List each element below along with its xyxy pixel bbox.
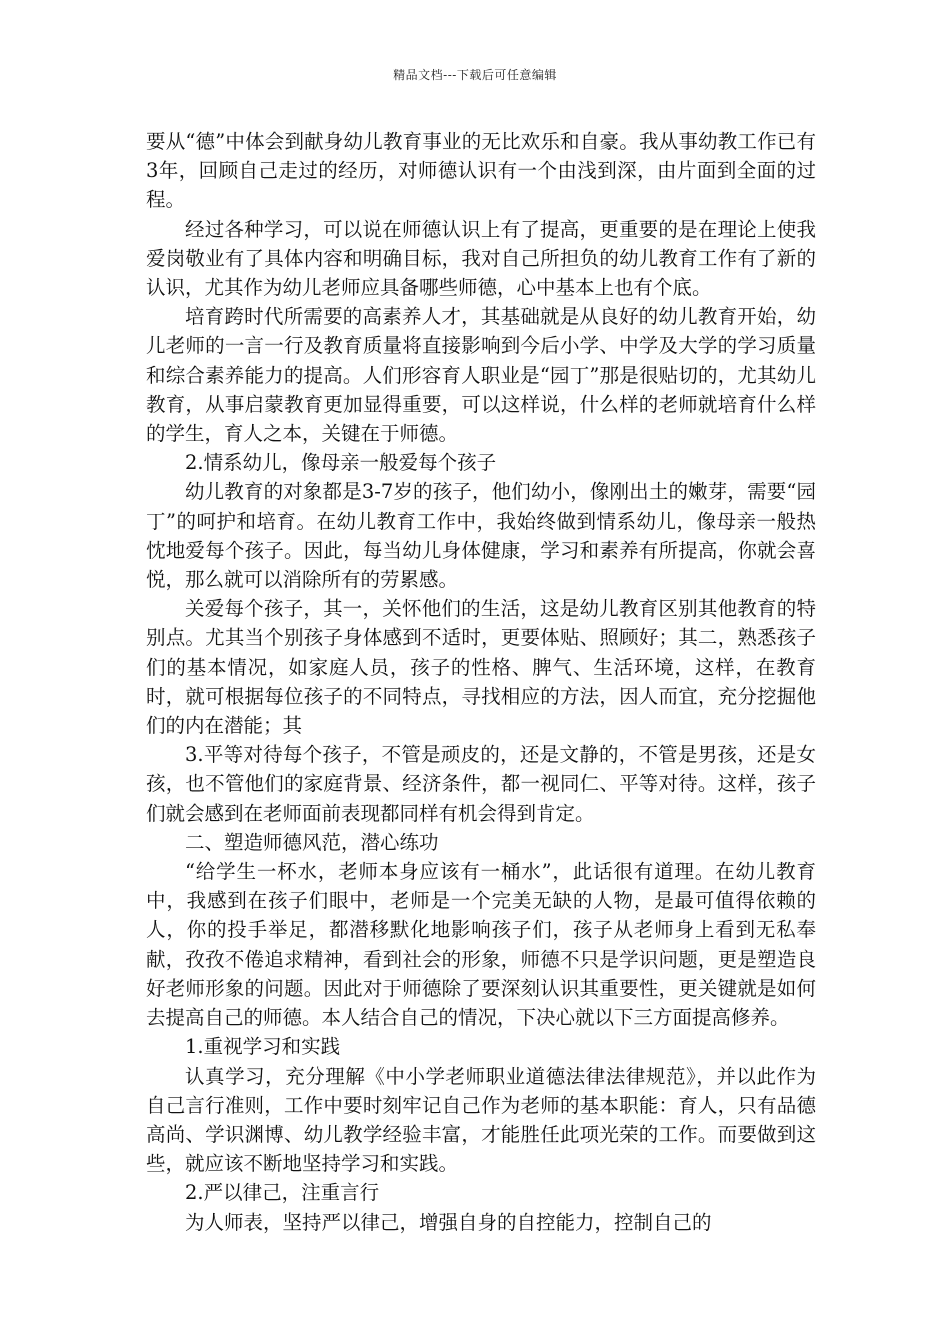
paragraph: 关爱每个孩子，其一，关怀他们的生活，这是幼儿教育区别其他教育的特别点。尤其当个别孩子身体感到不适时，更要体贴、照顾好；其二，熟悉孩子们的基本情况，如家庭人员，孩子的性格、脾气、生活环境，这样，在教育时，就可根据每位孩子的不同特点，寻找相应的方法，因人而宜，充分挖掘他们的内在潜能；其 bbox=[146, 597, 816, 738]
page-header: 精品文档---下载后可任意编辑 bbox=[393, 68, 557, 82]
section-heading: 2.情系幼儿，像母亲一般爱每个孩子 bbox=[185, 451, 497, 475]
section-heading: 1.重视学习和实践 bbox=[185, 1035, 341, 1059]
document-body bbox=[146, 127, 816, 1237]
section-heading: 二、塑造师德风范，潜心练功 bbox=[185, 830, 439, 854]
paragraph: 要从“德”中体会到献身幼儿教育事业的无比欢乐和自豪。我从事幼教工作已有3年，回顾自己走过的经历，对师德认识有一个由浅到深，由片面到全面的过程。 bbox=[146, 130, 816, 212]
section-heading: 2.严以律己，注重言行 bbox=[185, 1181, 380, 1205]
paragraph: 3.平等对待每个孩子，不管是顽皮的，还是文静的，不管是男孩，还是女孩，也不管他们的家庭背景、经济条件，都一视同仁、平等对待。这样，孩子们就会感到在老师面前表现都同样有机会得到肯定。 bbox=[146, 743, 816, 825]
paragraph: 经过各种学习，可以说在师德认识上有了提高，更重要的是在理论上使我爱岗敬业有了具体内容和明确目标，我对自己所担负的幼儿教育工作有了新的认识，尤其作为幼儿老师应具备哪些师德，心中基本上也有个底。 bbox=[146, 217, 816, 300]
paragraph: 认真学习，充分理解《中小学老师职业道德法律法律规范》，并以此作为自己言行准则，工作中要时刻牢记自己作为老师的基本职能：育人，只有品德高尚、学识渊博、幼儿教学经验丰富，才能胜任此项光荣的工作。而要做到这些，就应该不断地坚持学习和实践。 bbox=[146, 1064, 816, 1176]
paragraph: 培育跨时代所需要的高素养人才，其基础就是从良好的幼儿教育开始，幼儿老师的一言一行及教育质量将直接影响到今后小学、中学及大学的学习质量和综合素养能力的提高。人们形容育人职业是“园丁”那是很贴切的，尤其幼儿教育，从事启蒙教育更加显得重要，可以这样说，什么样的老师就培育什么样的学生，育人之本，关键在于师德。 bbox=[146, 305, 816, 446]
paragraph: “给学生一杯水，老师本身应该有一桶水”，此话很有道理。在幼儿教育中，我感到在孩子们眼中，老师是一个完美无缺的人物，是最可值得依赖的人，你的投手举足，都潜移默化地影响孩子们，孩子从老师身上看到无私奉献，孜孜不倦追求精神，看到社会的形象，师德不只是学识问题，更是塑造良好老师形象的问题。因此对于师德除了要深刻认识其重要性，更关键就是如何去提高自己的师德。本人结合自己的情况，下决心就以下三方面提高修养。 bbox=[146, 860, 816, 1030]
paragraph: 为人师表，坚持严以律己，增强自身的自控能力，控制自己的 bbox=[185, 1210, 712, 1234]
paragraph: 幼儿教育的对象都是3-7岁的孩子，他们幼小，像刚出土的嫩芽，需要“园丁”的呵护和培育。在幼儿教育工作中，我始终做到情系幼儿，像母亲一般热忱地爱每个孩子。因此，每当幼儿身体健康，学习和素养有所提高，你就会喜悦，那么就可以消除所有的劳累感。 bbox=[146, 480, 816, 592]
